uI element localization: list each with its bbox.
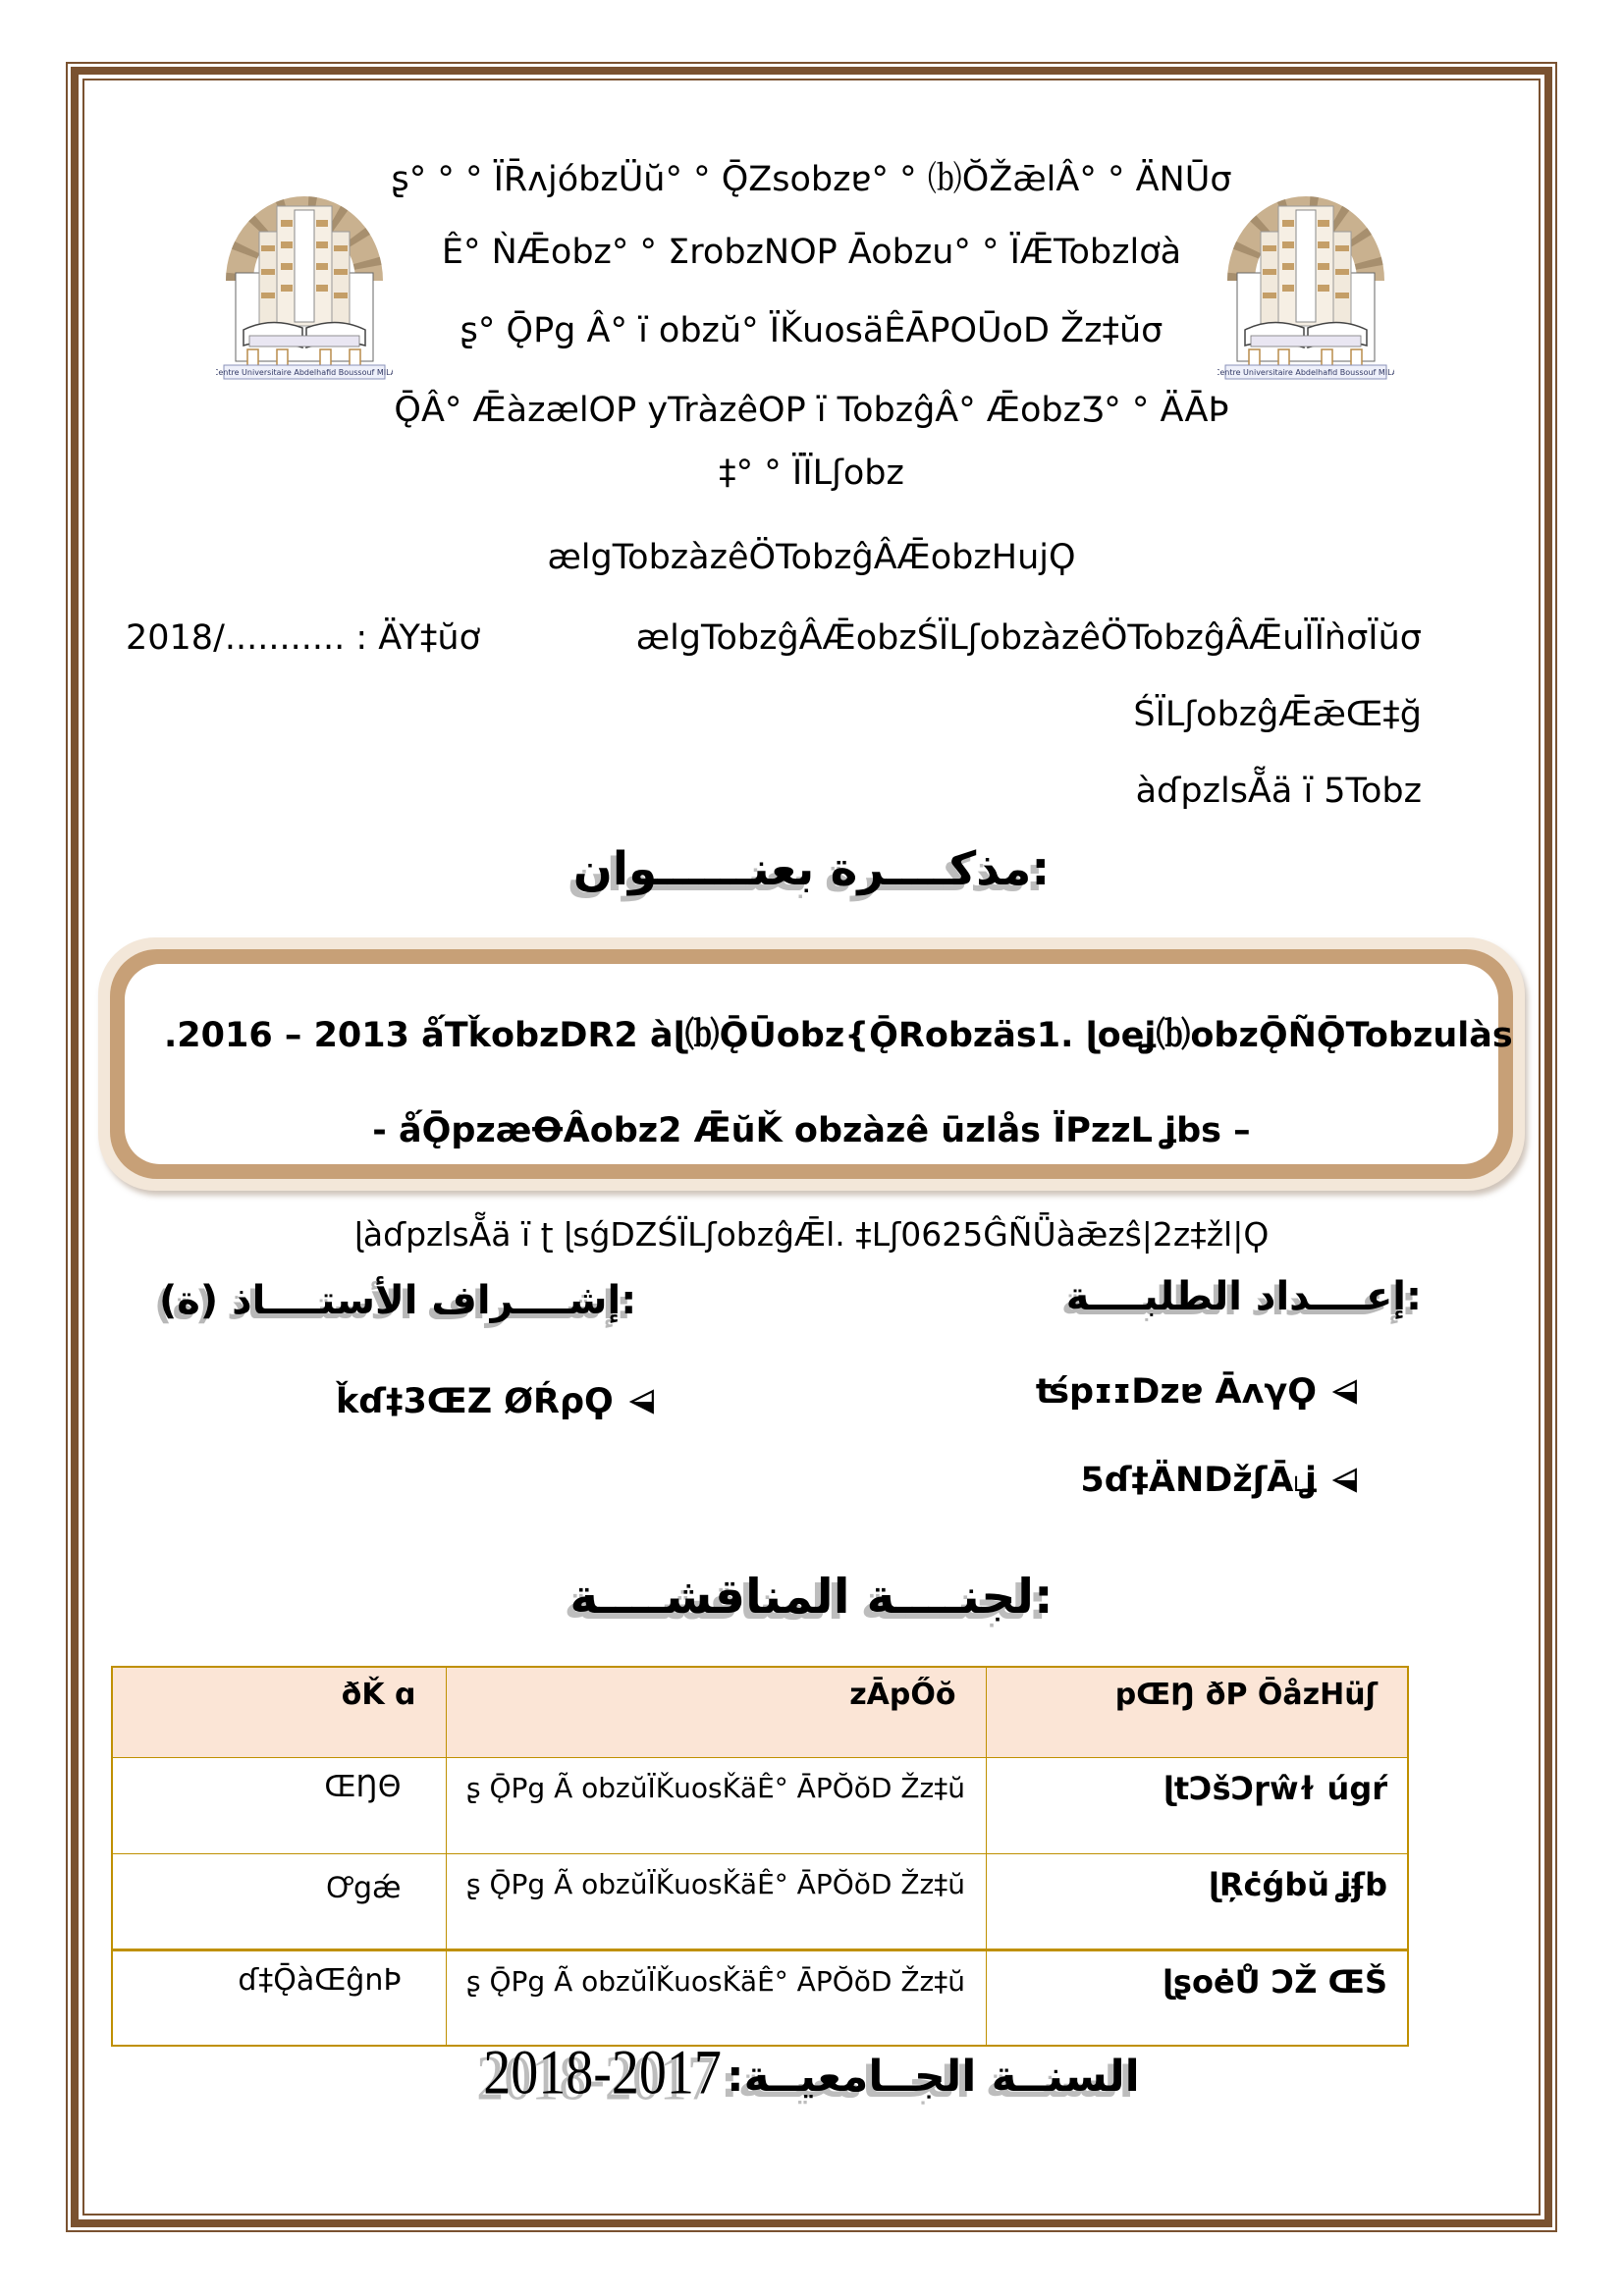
academic-year-line <box>0 2038 1623 2109</box>
submission-statement: ɭàɗpzlsẴä ï ʈ ɭsǵDZŚÏLʃobzĝǢl. ‡Lʃ0625ĜÑǕàǣzŝ|2z‡žl|Ϙ <box>353 1215 1270 1254</box>
ministry-line-2: Ê° ǸǢobz° ° ƩrobzNOP Āobzu° ° ÏǢTobzlơà <box>441 233 1182 272</box>
thesis-title-box <box>98 937 1525 1191</box>
header-name: pŒŊ ðP ŌåzHüʃ <box>986 1667 1408 1757</box>
member-name: ɭʂoėŮ ƆŽ ŒŠ <box>986 1949 1408 2046</box>
specialty-line-3: àɗpzlsẴä ï 5Tobz <box>1135 772 1422 811</box>
student-name-2: 5ɗ‡ÄNǅʃĀ˪ʝ <box>1080 1461 1317 1500</box>
committee-table <box>111 1666 1409 2047</box>
degree-line: ælgTobzàzêÖTobzĝÂǢobzHujϘ <box>547 538 1076 577</box>
department-line-short: ‡° ° ÏÏLʃobz <box>719 454 904 493</box>
institute-line: ǬÂ° ǢàzælOP yTràzêOP ï TobzĝÂ° ǢobzƷ° ° ÄĀϷ <box>394 391 1229 430</box>
memo-title-heading: مذكــــرة بعنــــــوان: <box>572 842 1051 896</box>
logo-caption-text: Centre Universitaire Abdelhafid Boussouf MILA <box>216 368 393 377</box>
title-box-border <box>110 949 1513 1179</box>
university-line: ʂ° ǬPg Â° ï obzŭ° ÏǨuosäÊĀPOŪoD Žz‡ŭσ <box>460 311 1163 350</box>
header-role: ðǨ ɑ <box>112 1667 446 1757</box>
member-role: Ꝍgǽ <box>112 1853 446 1949</box>
specialty-line-1: ælgTobzĝÂǢobzŚÏLʃobzàzêÖTobzĝÂǢuÏÏǹσÏŭσ <box>635 618 1422 658</box>
specialty-line-2: ŚÏLʃobzĝǢǣŒ‡ğ <box>1133 695 1422 734</box>
title-box-inner <box>125 964 1513 1164</box>
academic-year-value: 2018-2017 <box>483 2038 722 2109</box>
table-header-row <box>112 1667 1408 1757</box>
header-university: zĀpŐŏ <box>446 1667 986 1757</box>
table-row <box>112 1853 1408 1949</box>
supervisor-label: إشــــراف الأستــــاذ (ة): <box>159 1278 637 1323</box>
registration-number-line: 2018/........... : ÄY‡ŭơ <box>126 618 480 658</box>
table-row <box>112 1949 1408 2046</box>
student-name-row-1 <box>1036 1372 1360 1412</box>
table-row <box>112 1757 1408 1853</box>
arrow-bullet-icon <box>627 1389 657 1415</box>
academic-year-label: السنــة الجــامعيــة: <box>727 2052 1140 2102</box>
member-role: ŒŊΘ <box>112 1757 446 1853</box>
committee-heading: لجنــــة المناقشــــة: <box>569 1569 1054 1625</box>
member-name: ɭŖċǵbŭ ʝʄb <box>986 1853 1408 1949</box>
arrow-bullet-icon <box>1330 1379 1360 1405</box>
thesis-title-line-1: .2016 – 2013 ǻTǩobzDR2 àɭ⒝ǬŪobz{ǬRobzäs1. ɭoeʝ⒝obzǬÑǬTobzulàs <box>164 1016 1513 1055</box>
thesis-title-line-2: - ǻǬpzæꝊÂobz2 ǢŭǨ obzàzê ūzlås ÏPzzL ʝbs – <box>372 1111 1251 1150</box>
member-university: ʂ ǬPg Ã obzŭÏǨuosǨäÊ° ĀPŎŏD Žz‡ŭ <box>446 1757 986 1853</box>
member-name: ɭtƆšƆɼŵɫ úgŕ <box>986 1757 1408 1853</box>
student-name-1: ʦ́pɪɪDzɐ ĀʌγϘ <box>1035 1372 1317 1412</box>
member-role: ɗ‡ǬàŒĝnϷ <box>112 1949 446 2046</box>
student-name-row-2 <box>1080 1461 1360 1500</box>
member-university: ʂ ǬPg Ã obzŭÏǨuosǨäÊ° ĀPŎŏD Žz‡ŭ <box>446 1949 986 2046</box>
supervisor-name: ǩɗ‡3ŒZ ØŔρϘ <box>336 1382 614 1421</box>
member-university: ʂ ǬPg Ã obzŭÏǨuosǨäÊ° ĀPŎŏD Žz‡ŭ <box>446 1853 986 1949</box>
arrow-bullet-icon <box>1330 1468 1360 1493</box>
prepared-by-label: إعــــداد الطلبــــة: <box>1065 1274 1422 1319</box>
ministry-line-1: ʂ° ° ° ÏR̄ʌjóbzÜŭ° ° ǬZsobzɐ° ° ⒝ŎŽǣlÂ° ° ÄNŪσ <box>391 160 1232 199</box>
logo-caption-text: Centre Universitaire Abdelhafid Boussouf MILA <box>1217 368 1394 377</box>
supervisor-name-row <box>336 1382 657 1421</box>
